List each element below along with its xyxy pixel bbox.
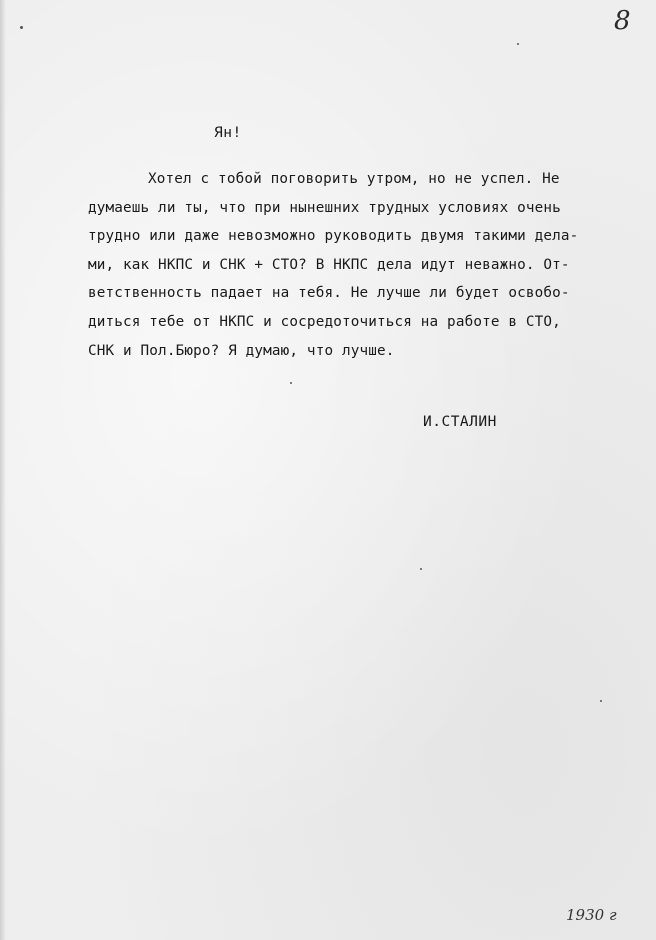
paper-speck: [420, 568, 422, 570]
paper-speck: [290, 382, 292, 384]
letter-line: думаешь ли ты, что при нынешних трудных условиях очень: [88, 199, 561, 216]
page-number: 8: [614, 6, 631, 36]
letter-line: СНК и Пол.Бюро? Я думаю, что лучше.: [88, 342, 395, 359]
letter-body: [88, 165, 618, 365]
signature: И.СТАЛИН: [423, 414, 497, 430]
letter-line: трудно или даже невозможно руководить двумя такими дела-: [88, 228, 579, 245]
handwritten-date: 1930 г: [566, 906, 617, 924]
paper-speck: [517, 43, 519, 45]
salutation: Ян!: [214, 125, 242, 141]
letter-line: Хотел с тобой поговорить утром, но не успел. Не: [148, 171, 560, 187]
paper-speck: [600, 700, 602, 702]
letter-line: ветственность падает на тебя. Не лучше ли будет освобо-: [88, 285, 570, 302]
paper-speck: [20, 26, 23, 29]
letter-line: ми, как НКПС и СНК + СТО? В НКПС дела идут неважно. От-: [88, 256, 570, 273]
letter-line: диться тебе от НКПС и сосредоточиться на работе в СТО,: [88, 313, 561, 330]
page-edge-shadow: [0, 0, 6, 940]
